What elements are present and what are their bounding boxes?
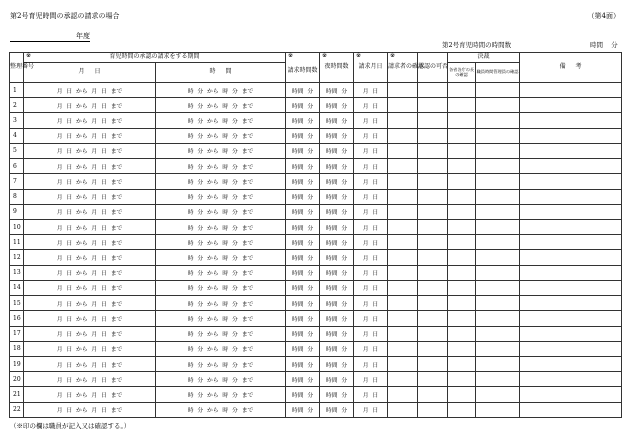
request-date-cell[interactable]: 月 日	[354, 235, 388, 250]
notes-cell[interactable]	[520, 159, 622, 174]
table-row	[10, 98, 622, 113]
night-hours-cell[interactable]: 時間 分	[320, 143, 354, 158]
time-range-cell[interactable]: 時 分 から 時 分 まで	[156, 143, 286, 158]
dept-confirm-cell[interactable]	[448, 189, 476, 204]
notes-cell[interactable]	[520, 204, 622, 219]
request-hours-cell[interactable]: 時間 分	[286, 265, 320, 280]
dept-confirm-cell[interactable]	[448, 98, 476, 113]
dept-confirm-cell[interactable]	[448, 250, 476, 265]
requester-confirm-cell[interactable]	[388, 128, 418, 143]
admin-confirm-cell[interactable]	[476, 402, 520, 417]
approval-cell[interactable]	[418, 296, 448, 311]
date-range-cell[interactable]: 月 日 から 月 日 まで	[24, 143, 156, 158]
row-number: 19	[10, 356, 24, 371]
time-range-cell[interactable]: 時 分 から 時 分 まで	[156, 83, 286, 98]
mark-asterisk: ※	[356, 52, 362, 59]
time-range-cell[interactable]: 時 分 から 時 分 まで	[156, 280, 286, 295]
time-range-cell[interactable]: 時 分 から 時 分 まで	[156, 341, 286, 356]
row-number: 11	[10, 235, 24, 250]
approval-cell[interactable]	[418, 128, 448, 143]
approval-cell[interactable]	[418, 174, 448, 189]
requester-confirm-cell[interactable]	[388, 326, 418, 341]
header-admin-confirm: 職員時間管理員の確認	[476, 63, 520, 83]
approval-cell[interactable]	[418, 356, 448, 371]
table-row	[10, 356, 622, 371]
date-range-cell[interactable]: 月 日 から 月 日 まで	[24, 189, 156, 204]
date-range-cell[interactable]: 月 日 から 月 日 まで	[24, 311, 156, 326]
admin-confirm-cell[interactable]	[476, 98, 520, 113]
table-row	[10, 280, 622, 295]
admin-confirm-cell[interactable]	[476, 326, 520, 341]
admin-confirm-cell[interactable]	[476, 372, 520, 387]
header-time: 時 間	[156, 63, 286, 83]
row-number: 4	[10, 128, 24, 143]
row-number: 3	[10, 113, 24, 128]
table-row	[10, 174, 622, 189]
time-range-cell[interactable]: 時 分 から 時 分 まで	[156, 189, 286, 204]
admin-confirm-cell[interactable]	[476, 356, 520, 371]
request-hours-cell[interactable]: 時間 分	[286, 311, 320, 326]
table-row	[10, 372, 622, 387]
time-range-cell[interactable]: 時 分 から 時 分 まで	[156, 311, 286, 326]
date-range-cell[interactable]: 月 日 から 月 日 まで	[24, 159, 156, 174]
time-range-cell[interactable]: 時 分 から 時 分 まで	[156, 296, 286, 311]
row-number: 21	[10, 387, 24, 402]
date-range-cell[interactable]: 月 日 から 月 日 まで	[24, 372, 156, 387]
request-date-cell[interactable]: 月 日	[354, 128, 388, 143]
requester-confirm-cell[interactable]	[388, 219, 418, 234]
time-range-cell[interactable]: 時 分 から 時 分 まで	[156, 113, 286, 128]
approval-cell[interactable]	[418, 143, 448, 158]
dept-confirm-cell[interactable]	[448, 402, 476, 417]
approval-cell[interactable]	[418, 113, 448, 128]
date-range-cell[interactable]: 月 日 から 月 日 まで	[24, 250, 156, 265]
mark-asterisk: ※	[288, 52, 294, 59]
row-number: 22	[10, 402, 24, 417]
time-range-cell[interactable]: 時 分 から 時 分 まで	[156, 387, 286, 402]
request-hours-cell[interactable]: 時間 分	[286, 189, 320, 204]
notes-cell[interactable]	[520, 402, 622, 417]
approval-cell[interactable]	[418, 219, 448, 234]
night-hours-cell[interactable]: 時間 分	[320, 113, 354, 128]
dept-confirm-cell[interactable]	[448, 159, 476, 174]
approval-cell[interactable]	[418, 189, 448, 204]
requester-confirm-cell[interactable]	[388, 341, 418, 356]
table-row	[10, 143, 622, 158]
notes-cell[interactable]	[520, 83, 622, 98]
dept-confirm-cell[interactable]	[448, 356, 476, 371]
notes-cell[interactable]	[520, 265, 622, 280]
night-hours-cell[interactable]: 時間 分	[320, 402, 354, 417]
header-approval: 承認の可否	[418, 53, 448, 83]
night-hours-cell[interactable]: 時間 分	[320, 326, 354, 341]
dept-confirm-cell[interactable]	[448, 83, 476, 98]
time-range-cell[interactable]: 時 分 から 時 分 まで	[156, 174, 286, 189]
header-requester-confirm: ※ 請求者の確認	[388, 53, 418, 83]
night-hours-cell[interactable]: 時間 分	[320, 98, 354, 113]
notes-cell[interactable]	[520, 219, 622, 234]
total-hours-label: 第2号育児時間の時間数	[442, 41, 512, 49]
page-number-label: （第4面）	[587, 12, 620, 20]
request-hours-cell[interactable]: 時間 分	[286, 219, 320, 234]
notes-cell[interactable]	[520, 143, 622, 158]
request-date-cell[interactable]: 月 日	[354, 250, 388, 265]
date-range-cell[interactable]: 月 日 から 月 日 まで	[24, 356, 156, 371]
date-range-cell[interactable]: 月 日 から 月 日 まで	[24, 98, 156, 113]
table-row	[10, 265, 622, 280]
request-date-cell[interactable]: 月 日	[354, 341, 388, 356]
row-number: 18	[10, 341, 24, 356]
row-number: 20	[10, 372, 24, 387]
time-range-cell[interactable]: 時 分 から 時 分 まで	[156, 159, 286, 174]
dept-confirm-cell[interactable]	[448, 280, 476, 295]
request-hours-cell[interactable]: 時間 分	[286, 98, 320, 113]
requester-confirm-cell[interactable]	[388, 311, 418, 326]
request-hours-cell[interactable]: 時間 分	[286, 387, 320, 402]
time-range-cell[interactable]: 時 分 から 時 分 まで	[156, 402, 286, 417]
time-range-cell[interactable]: 時 分 から 時 分 まで	[156, 204, 286, 219]
approval-cell[interactable]	[418, 311, 448, 326]
notes-cell[interactable]	[520, 235, 622, 250]
requester-confirm-cell[interactable]	[388, 250, 418, 265]
table-row	[10, 296, 622, 311]
approval-cell[interactable]	[418, 250, 448, 265]
requester-confirm-cell[interactable]	[388, 280, 418, 295]
request-hours-cell[interactable]: 時間 分	[286, 372, 320, 387]
time-range-cell[interactable]: 時 分 から 時 分 まで	[156, 356, 286, 371]
requester-confirm-cell[interactable]	[388, 159, 418, 174]
header-period-group: ※ 育児時間の承認の請求をする期間	[24, 53, 286, 63]
night-hours-cell[interactable]: 時間 分	[320, 174, 354, 189]
notes-cell[interactable]	[520, 250, 622, 265]
time-range-cell[interactable]: 時 分 から 時 分 まで	[156, 372, 286, 387]
requester-confirm-cell[interactable]	[388, 83, 418, 98]
night-hours-cell[interactable]: 時間 分	[320, 387, 354, 402]
requester-confirm-cell[interactable]	[388, 235, 418, 250]
requester-confirm-cell[interactable]	[388, 402, 418, 417]
notes-cell[interactable]	[520, 356, 622, 371]
row-number: 10	[10, 219, 24, 234]
night-hours-cell[interactable]: 時間 分	[320, 341, 354, 356]
time-range-cell[interactable]: 時 分 から 時 分 まで	[156, 235, 286, 250]
request-hours-cell[interactable]: 時間 分	[286, 341, 320, 356]
header-decision: 決裁	[448, 53, 520, 63]
time-range-cell[interactable]: 時 分 から 時 分 まで	[156, 98, 286, 113]
requester-confirm-cell[interactable]	[388, 98, 418, 113]
approval-cell[interactable]	[418, 235, 448, 250]
table-row	[10, 159, 622, 174]
table-row	[10, 204, 622, 219]
night-hours-cell[interactable]: 時間 分	[320, 83, 354, 98]
request-date-cell[interactable]: 月 日	[354, 372, 388, 387]
request-hours-cell[interactable]: 時間 分	[286, 143, 320, 158]
request-date-cell[interactable]: 月 日	[354, 356, 388, 371]
request-hours-cell[interactable]: 時間 分	[286, 204, 320, 219]
request-hours-cell[interactable]: 時間 分	[286, 159, 320, 174]
notes-cell[interactable]	[520, 189, 622, 204]
approval-cell[interactable]	[418, 83, 448, 98]
admin-confirm-cell[interactable]	[476, 250, 520, 265]
dept-confirm-cell[interactable]	[448, 143, 476, 158]
requester-confirm-cell[interactable]	[388, 189, 418, 204]
requester-confirm-cell[interactable]	[388, 372, 418, 387]
approval-cell[interactable]	[418, 372, 448, 387]
admin-confirm-cell[interactable]	[476, 128, 520, 143]
document-title: 第2号育児時間の承認の請求の場合	[10, 12, 120, 20]
requester-confirm-cell[interactable]	[388, 204, 418, 219]
notes-cell[interactable]	[520, 128, 622, 143]
dept-confirm-cell[interactable]	[448, 311, 476, 326]
notes-cell[interactable]	[520, 280, 622, 295]
row-number: 16	[10, 311, 24, 326]
date-range-cell[interactable]: 月 日 から 月 日 まで	[24, 280, 156, 295]
request-hours-cell[interactable]: 時間 分	[286, 235, 320, 250]
approval-cell[interactable]	[418, 326, 448, 341]
request-date-cell[interactable]: 月 日	[354, 204, 388, 219]
table-row	[10, 326, 622, 341]
table-row	[10, 235, 622, 250]
request-hours-cell[interactable]: 時間 分	[286, 356, 320, 371]
request-hours-cell[interactable]: 時間 分	[286, 296, 320, 311]
dept-confirm-cell[interactable]	[448, 235, 476, 250]
time-range-cell[interactable]: 時 分 から 時 分 まで	[156, 326, 286, 341]
approval-cell[interactable]	[418, 280, 448, 295]
header-notes: 備 考	[520, 53, 622, 83]
night-hours-cell[interactable]: 時間 分	[320, 159, 354, 174]
table-row	[10, 311, 622, 326]
request-table	[9, 52, 622, 418]
request-date-cell[interactable]: 月 日	[354, 219, 388, 234]
date-range-cell[interactable]: 月 日 から 月 日 まで	[24, 265, 156, 280]
night-hours-cell[interactable]: 時間 分	[320, 311, 354, 326]
request-date-cell[interactable]: 月 日	[354, 174, 388, 189]
table-row	[10, 250, 622, 265]
request-hours-cell[interactable]: 時間 分	[286, 250, 320, 265]
request-date-cell[interactable]: 月 日	[354, 387, 388, 402]
row-number: 5	[10, 143, 24, 158]
table-row	[10, 83, 622, 98]
notes-cell[interactable]	[520, 296, 622, 311]
notes-cell[interactable]	[520, 113, 622, 128]
table-row	[10, 219, 622, 234]
header-date: 月 日	[24, 63, 156, 83]
admin-confirm-cell[interactable]	[476, 280, 520, 295]
table-row	[10, 387, 622, 402]
night-hours-cell[interactable]: 時間 分	[320, 265, 354, 280]
dept-confirm-cell[interactable]	[448, 341, 476, 356]
admin-confirm-cell[interactable]	[476, 204, 520, 219]
admin-confirm-cell[interactable]	[476, 189, 520, 204]
time-range-cell[interactable]: 時 分 から 時 分 まで	[156, 265, 286, 280]
dept-confirm-cell[interactable]	[448, 326, 476, 341]
fiscal-year-label: 年度	[76, 32, 90, 40]
night-hours-cell[interactable]: 時間 分	[320, 296, 354, 311]
dept-confirm-cell[interactable]	[448, 113, 476, 128]
header-request-hours: ※ 請求時間数	[286, 53, 320, 83]
dept-confirm-cell[interactable]	[448, 204, 476, 219]
row-number: 2	[10, 98, 24, 113]
request-date-cell[interactable]: 月 日	[354, 189, 388, 204]
notes-cell[interactable]	[520, 174, 622, 189]
header-serial-no: 整理番号	[10, 53, 24, 83]
fiscal-year-field[interactable]	[10, 30, 90, 42]
table-row	[10, 113, 622, 128]
requester-confirm-cell[interactable]	[388, 387, 418, 402]
header-dept-confirm: 各省各庁の長の確認	[448, 63, 476, 83]
table-row	[10, 402, 622, 417]
date-range-cell[interactable]: 月 日 から 月 日 まで	[24, 296, 156, 311]
mark-asterisk: ※	[390, 52, 396, 59]
table-row	[10, 189, 622, 204]
request-hours-cell[interactable]: 時間 分	[286, 113, 320, 128]
admin-confirm-cell[interactable]	[476, 143, 520, 158]
approval-cell[interactable]	[418, 159, 448, 174]
request-date-cell[interactable]: 月 日	[354, 113, 388, 128]
date-range-cell[interactable]: 月 日 から 月 日 まで	[24, 387, 156, 402]
row-number: 15	[10, 296, 24, 311]
requester-confirm-cell[interactable]	[388, 174, 418, 189]
night-hours-cell[interactable]: 時間 分	[320, 219, 354, 234]
date-range-cell[interactable]: 月 日 から 月 日 まで	[24, 174, 156, 189]
dept-confirm-cell[interactable]	[448, 372, 476, 387]
request-date-cell[interactable]: 月 日	[354, 280, 388, 295]
request-date-cell[interactable]: 月 日	[354, 83, 388, 98]
request-date-cell[interactable]: 月 日	[354, 159, 388, 174]
row-number: 1	[10, 83, 24, 98]
request-date-cell[interactable]: 月 日	[354, 326, 388, 341]
notes-cell[interactable]	[520, 372, 622, 387]
row-number: 14	[10, 280, 24, 295]
request-date-cell[interactable]: 月 日	[354, 98, 388, 113]
date-range-cell[interactable]: 月 日 から 月 日 まで	[24, 113, 156, 128]
approval-cell[interactable]	[418, 341, 448, 356]
request-date-cell[interactable]: 月 日	[354, 402, 388, 417]
footer-note: （※印の欄は職員が記入又は確認する。）	[10, 422, 131, 430]
night-hours-cell[interactable]: 時間 分	[320, 204, 354, 219]
row-number: 17	[10, 326, 24, 341]
dept-confirm-cell[interactable]	[448, 174, 476, 189]
date-range-cell[interactable]: 月 日 から 月 日 まで	[24, 128, 156, 143]
admin-confirm-cell[interactable]	[476, 83, 520, 98]
request-hours-cell[interactable]: 時間 分	[286, 128, 320, 143]
time-range-cell[interactable]: 時 分 から 時 分 まで	[156, 219, 286, 234]
requester-confirm-cell[interactable]	[388, 113, 418, 128]
dept-confirm-cell[interactable]	[448, 219, 476, 234]
request-hours-cell[interactable]: 時間 分	[286, 280, 320, 295]
notes-cell[interactable]	[520, 341, 622, 356]
approval-cell[interactable]	[418, 387, 448, 402]
requester-confirm-cell[interactable]	[388, 143, 418, 158]
header-request-date: ※ 請求月日	[354, 53, 388, 83]
row-number: 8	[10, 189, 24, 204]
request-hours-cell[interactable]: 時間 分	[286, 83, 320, 98]
date-range-cell[interactable]: 月 日 から 月 日 まで	[24, 219, 156, 234]
table-row	[10, 341, 622, 356]
time-range-cell[interactable]: 時 分 から 時 分 まで	[156, 128, 286, 143]
night-hours-cell[interactable]: 時間 分	[320, 372, 354, 387]
admin-confirm-cell[interactable]	[476, 113, 520, 128]
request-date-cell[interactable]: 月 日	[354, 143, 388, 158]
request-hours-cell[interactable]: 時間 分	[286, 326, 320, 341]
date-range-cell[interactable]: 月 日 から 月 日 まで	[24, 235, 156, 250]
mark-asterisk: ※	[26, 52, 32, 59]
date-range-cell[interactable]: 月 日 から 月 日 まで	[24, 341, 156, 356]
night-hours-cell[interactable]: 時間 分	[320, 250, 354, 265]
date-range-cell[interactable]: 月 日 から 月 日 まで	[24, 326, 156, 341]
dept-confirm-cell[interactable]	[448, 265, 476, 280]
admin-confirm-cell[interactable]	[476, 235, 520, 250]
request-date-cell[interactable]: 月 日	[354, 265, 388, 280]
row-number: 13	[10, 265, 24, 280]
admin-confirm-cell[interactable]	[476, 159, 520, 174]
request-hours-cell[interactable]: 時間 分	[286, 402, 320, 417]
dept-confirm-cell[interactable]	[448, 296, 476, 311]
admin-confirm-cell[interactable]	[476, 219, 520, 234]
night-hours-cell[interactable]: 時間 分	[320, 189, 354, 204]
approval-cell[interactable]	[418, 98, 448, 113]
row-number: 9	[10, 204, 24, 219]
row-number: 12	[10, 250, 24, 265]
night-hours-cell[interactable]: 時間 分	[320, 356, 354, 371]
approval-cell[interactable]	[418, 265, 448, 280]
dept-confirm-cell[interactable]	[448, 128, 476, 143]
time-range-cell[interactable]: 時 分 から 時 分 まで	[156, 250, 286, 265]
admin-confirm-cell[interactable]	[476, 265, 520, 280]
date-range-cell[interactable]: 月 日 から 月 日 まで	[24, 204, 156, 219]
admin-confirm-cell[interactable]	[476, 341, 520, 356]
row-number: 7	[10, 174, 24, 189]
date-range-cell[interactable]: 月 日 から 月 日 まで	[24, 402, 156, 417]
dept-confirm-cell[interactable]	[448, 387, 476, 402]
request-date-cell[interactable]: 月 日	[354, 296, 388, 311]
requester-confirm-cell[interactable]	[388, 356, 418, 371]
header-night-hours: ※ 夜時間数	[320, 53, 354, 83]
night-hours-cell[interactable]: 時間 分	[320, 235, 354, 250]
admin-confirm-cell[interactable]	[476, 311, 520, 326]
notes-cell[interactable]	[520, 326, 622, 341]
date-range-cell[interactable]: 月 日 から 月 日 まで	[24, 83, 156, 98]
approval-cell[interactable]	[418, 204, 448, 219]
approval-cell[interactable]	[418, 402, 448, 417]
table-row	[10, 128, 622, 143]
request-hours-cell[interactable]: 時間 分	[286, 174, 320, 189]
admin-confirm-cell[interactable]	[476, 296, 520, 311]
row-number: 6	[10, 159, 24, 174]
admin-confirm-cell[interactable]	[476, 174, 520, 189]
mark-asterisk: ※	[322, 52, 328, 59]
notes-cell[interactable]	[520, 98, 622, 113]
night-hours-cell[interactable]: 時間 分	[320, 128, 354, 143]
total-hours-unit: 時間 分	[590, 41, 618, 49]
night-hours-cell[interactable]: 時間 分	[320, 280, 354, 295]
requester-confirm-cell[interactable]	[388, 296, 418, 311]
notes-cell[interactable]	[520, 387, 622, 402]
notes-cell[interactable]	[520, 311, 622, 326]
admin-confirm-cell[interactable]	[476, 387, 520, 402]
request-date-cell[interactable]: 月 日	[354, 311, 388, 326]
requester-confirm-cell[interactable]	[388, 265, 418, 280]
